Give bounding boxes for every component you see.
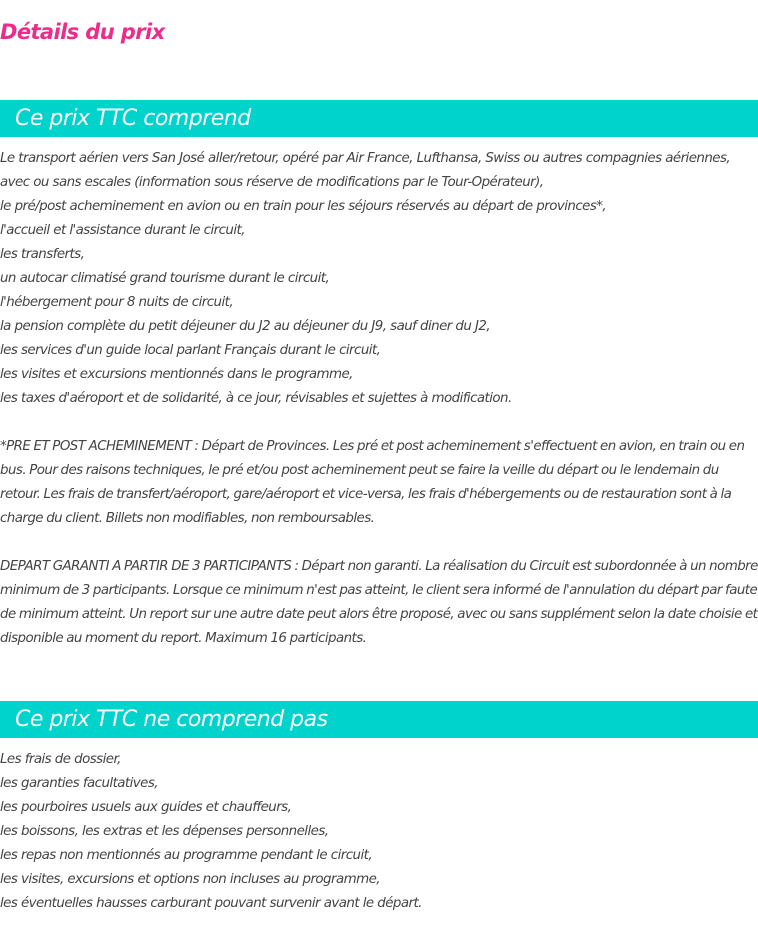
acheminement-note-block (0, 435, 758, 531)
excluded-item: les pourboires usuels aux guides et chauffeurs, (0, 800, 292, 815)
included-item: les transferts, (0, 247, 85, 262)
included-item: l'accueil et l'assistance durant le circuit, (0, 223, 245, 238)
included-section-header (0, 100, 758, 137)
excluded-item: les repas non mentionnés au programme pendant le circuit, (0, 848, 373, 863)
excluded-list (0, 748, 758, 916)
excluded-item: les garanties facultatives, (0, 776, 158, 791)
included-item: la pension complète du petit déjeuner du J2 au déjeuner du J9, sauf diner du J2, (0, 319, 491, 334)
included-list (0, 147, 758, 411)
included-item: avec ou sans escales (information sous réserve de modifications par le Tour-Opérateur), (0, 175, 544, 190)
included-item: les taxes d'aéroport et de solidarité, à ce jour, révisables et sujettes à modification. (0, 391, 512, 406)
included-item: Le transport aérien vers San José aller/retour, opéré par Air France, Lufthansa, Swiss ou autres compagnies aériennes, (0, 151, 731, 166)
depart-note-block (0, 555, 758, 651)
included-item: les services d'un guide local parlant Français durant le circuit, (0, 343, 381, 358)
page-title: Détails du prix (0, 20, 165, 44)
included-item: le pré/post acheminement en avion ou en train pour les séjours réservés au départ de provinces*, (0, 199, 607, 214)
included-item: un autocar climatisé grand tourisme durant le circuit, (0, 271, 330, 286)
excluded-heading: Ce prix TTC ne comprend pas (15, 707, 328, 732)
included-item: l'hébergement pour 8 nuits de circuit, (0, 295, 234, 310)
depart-garanti-note: DEPART GARANTI A PARTIR DE 3 PARTICIPANTS : Départ non garanti. La réalisation du Circuit est subordonnée à un nombre minimum de 3 participants. Lorsque ce minimum n'est pas atteint, le client sera informé de l'annulation du départ par faute de minimum atteint. Un report sur une autre date peut alors être proposé, avec ou sans supplément selon la date choisie et disponible au moment du report. Maximum 16 participants. (0, 559, 758, 646)
excluded-item: Les frais de dossier, (0, 752, 121, 767)
excluded-item: les éventuelles hausses carburant pouvant survenir avant le départ. (0, 896, 422, 911)
excluded-item: les boissons, les extras et les dépenses personnelles, (0, 824, 329, 839)
excluded-item: les visites, excursions et options non incluses au programme, (0, 872, 380, 887)
included-heading: Ce prix TTC comprend (15, 106, 251, 131)
included-item: les visites et excursions mentionnés dans le programme, (0, 367, 353, 382)
excluded-section-header (0, 701, 758, 738)
acheminement-note: *PRE ET POST ACHEMINEMENT : Départ de Provinces. Les pré et post acheminement s'effectuent en avion, en train ou en bus. Pour des raisons techniques, le pré et/ou post acheminement peut se faire la veille du départ ou le lendemain du retour. Les frais de transfert/aéroport, gare/aéroport et vice-versa, les frais d'hébergements ou de restauration sont à la charge du client. Billets non modifiables, non remboursables. (0, 439, 745, 526)
